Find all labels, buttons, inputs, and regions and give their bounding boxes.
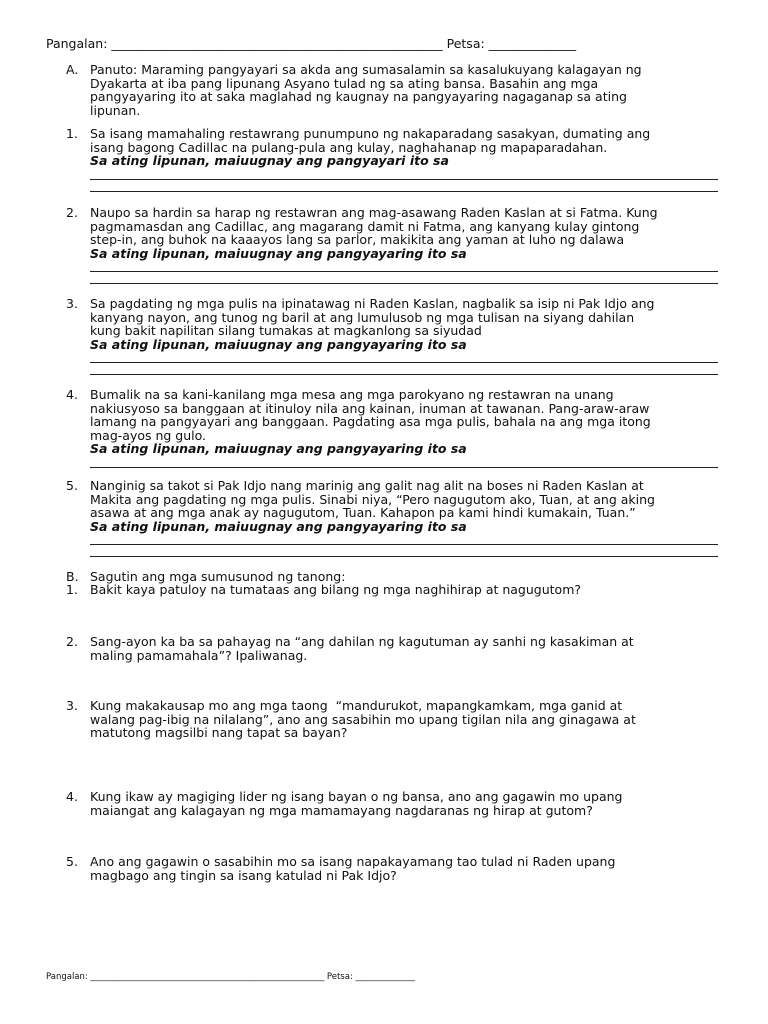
item-number: 5. bbox=[66, 478, 78, 493]
name-date-header: Pangalan: _____________________________________________________ Petsa: ______________ bbox=[46, 36, 577, 51]
question-number: 3. bbox=[66, 698, 78, 713]
lead-prompt: Sa ating lipunan, maiuugnay ang pangyayaring ito sa bbox=[90, 441, 467, 456]
item-text-line: isang bagong Cadillac na pulang-pula ang kulay, naghahanap ng mapaparadahan. bbox=[90, 139, 608, 155]
answer-line[interactable] bbox=[90, 374, 718, 375]
answer-line[interactable] bbox=[90, 556, 718, 557]
item-text-line: Sa isang mamahaling restawrang punumpuno ng nakaparadang sasakyan, dumating ang bbox=[90, 126, 651, 141]
question-text-line: Bakit kaya patuloy na tumataas ang bilang ng mga naghihirap at nagugutom? bbox=[90, 582, 582, 597]
instruction-line: Panuto: Maraming pangyayari sa akda ang sumasalamin sa kasalukuyang kalagayan ng bbox=[90, 62, 642, 77]
lead-prompt: Sa ating lipunan, maiuugnay ang pangyayaring ito sa bbox=[90, 336, 467, 352]
item-number: 1. bbox=[66, 126, 78, 141]
item-number: 2. bbox=[66, 205, 78, 220]
question-number: 4. bbox=[66, 789, 78, 804]
lead-prompt: Sa ating lipunan, maiuugnay ang pangyayaring ito sa bbox=[90, 245, 467, 261]
item-number: 4. bbox=[66, 387, 78, 402]
section-b-instruction-text: Sagutin ang mga sumusunod ng tanong: bbox=[90, 569, 346, 584]
question-text-line: matutong magsilbi nang tapat sa bayan? bbox=[90, 725, 348, 740]
question-text-line: walang pag-ibig na nilalang”, ano ang sasabihin mo upang tigilan nila ang ginagawa at bbox=[90, 711, 636, 727]
answer-line[interactable] bbox=[90, 283, 718, 284]
instruction-line: Dyakarta at iba pang lipunang Asyano tulad ng sa ating bansa. Basahin ang mga bbox=[90, 75, 599, 91]
name-date-footer: Pangalan: _______________________________________________________ Petsa: ______________ bbox=[46, 972, 416, 982]
item-text-line: kung bakit napilitan silang tumakas at magkanlong sa siyudad bbox=[90, 323, 482, 338]
question-number: 2. bbox=[66, 634, 78, 649]
item-text-line: asawa at ang mga anak ay nagugutom, Tuan. Kahapon pa kami hindi kumakain, Tuan.” bbox=[90, 505, 636, 520]
question-text-line: maling pamamahala”? Ipaliwanag. bbox=[90, 647, 308, 663]
instruction-line: pangyayaring ito at saka maglahad ng kaugnay na pangyayaring nagaganap sa ating bbox=[90, 89, 627, 104]
answer-line[interactable] bbox=[90, 362, 718, 363]
item-text-line: Naupo sa hardin sa harap ng restawran ang mag-asawang Raden Kaslan at si Fatma. Kung bbox=[90, 205, 658, 220]
question-number: 5. bbox=[66, 854, 78, 869]
question-text-line: Ano ang gagawin o sasabihin mo sa isang napakayamang tao tulad ni Raden upang bbox=[90, 854, 616, 869]
item-text-line: step-in, ang buhok na kaaayos lang sa parlor, makikita ang yaman at luho ng dalawa bbox=[90, 232, 625, 247]
answer-line[interactable] bbox=[90, 467, 718, 468]
item-text-line: kanyang nayon, ang tunog ng baril at ang lumulusob ng mga tulisan na siyang dahilan bbox=[90, 309, 635, 325]
lead-prompt: Sa ating lipunan, maiuugnay ang pangyayari ito sa bbox=[90, 153, 449, 168]
item-text-line: Bumalik na sa kani-kanilang mga mesa ang mga parokyano ng restawran na unang bbox=[90, 387, 614, 402]
question-text-line: magbago ang tingin sa isang katulad ni Pak Idjo? bbox=[90, 867, 397, 883]
item-text-line: Makita ang pagdating ng mga pulis. Sinabi niya, “Pero nagugutom ako, Tuan, at ang aking bbox=[90, 491, 655, 507]
instruction-line: lipunan. bbox=[90, 102, 141, 118]
question-text-line: Sang-ayon ka ba sa pahayag na “ang dahilan ng kagutuman ay sanhi ng kasakiman at bbox=[90, 634, 634, 649]
question-text-line: maiangat ang kalagayan ng mga mamamayang nagdaranas ng hirap at gutom? bbox=[90, 802, 593, 818]
question-number: 1. bbox=[66, 582, 78, 597]
lead-prompt: Sa ating lipunan, maiuugnay ang pangyayaring ito sa bbox=[90, 518, 467, 534]
section-b-letter: B. bbox=[66, 569, 79, 584]
item-number: 3. bbox=[66, 296, 78, 311]
item-text-line: nakiusyoso sa banggaan at itinuloy nila ang kainan, inuman at tawanan. Pang-araw-araw bbox=[90, 400, 650, 416]
question-text-line: Kung makakausap mo ang mga taong “mandurukot, mapangkamkam, mga ganid at bbox=[90, 698, 623, 713]
section-a-letter: A. bbox=[66, 62, 79, 77]
item-text-line: pagmamasdan ang Cadillac, ang magarang damit ni Fatma, ang kanyang kulay gintong bbox=[90, 218, 640, 234]
item-text-line: lamang na pangyayari ang banggaan. Pagdating asa mga pulis, bahala na ang mga itong bbox=[90, 414, 651, 429]
question-text-line: Kung ikaw ay magiging lider ng isang bayan o ng bansa, ano ang gagawin mo upang bbox=[90, 789, 623, 804]
answer-line[interactable] bbox=[90, 544, 718, 545]
item-text-line: Nanginig sa takot si Pak Idjo nang marinig ang galit nag alit na boses ni Raden Kaslan at bbox=[90, 478, 644, 493]
answer-line[interactable] bbox=[90, 271, 718, 272]
answer-line[interactable] bbox=[90, 179, 718, 180]
answer-line[interactable] bbox=[90, 191, 718, 192]
item-text-line: mag-ayos ng gulo. bbox=[90, 427, 207, 443]
item-text-line: Sa pagdating ng mga pulis na ipinatawag ni Raden Kaslan, nagbalik sa isip ni Pak Idjo ang bbox=[90, 296, 655, 311]
